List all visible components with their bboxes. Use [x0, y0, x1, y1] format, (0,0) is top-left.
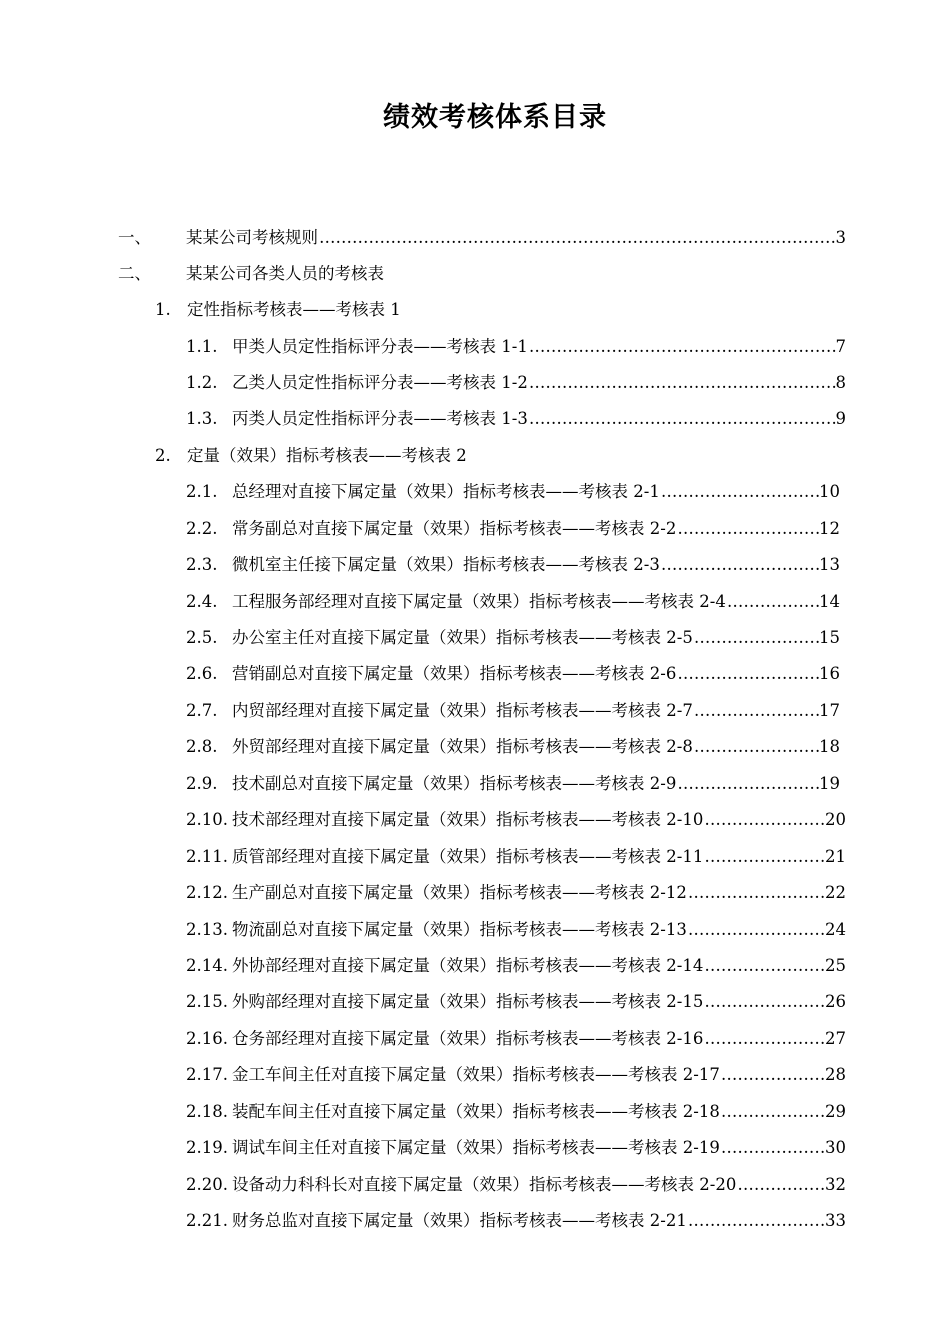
- toc-number: 2.4.: [186, 592, 218, 611]
- toc-page-number: 24: [825, 920, 846, 939]
- toc-entry-2-07[interactable]: [186, 698, 840, 724]
- toc-page-number: 25: [825, 956, 846, 975]
- toc-number: 2.20.: [186, 1175, 228, 1194]
- toc-page-number: 30: [825, 1138, 846, 1157]
- toc-label: 丙类人员定性指标评分表——考核表 1-3: [232, 409, 528, 428]
- toc-leader: [676, 661, 819, 687]
- toc-label: 内贸部经理对直接下属定量（效果）指标考核表——考核表 2-7: [232, 701, 693, 720]
- toc-leader: [703, 953, 825, 979]
- toc-entry-2-19[interactable]: [186, 1135, 846, 1161]
- toc-label: 工程服务部经理对直接下属定量（效果）指标考核表——考核表 2-4: [232, 592, 726, 611]
- toc-number: 一、: [118, 228, 151, 247]
- toc-entry-1-1[interactable]: [186, 334, 846, 360]
- toc-leader: [687, 880, 825, 906]
- toc-leader: [720, 1062, 825, 1088]
- toc-entry-2-14[interactable]: [186, 953, 846, 979]
- toc-page-number: 7: [835, 337, 846, 356]
- toc-leader: [703, 844, 825, 870]
- toc-label: 质管部经理对直接下属定量（效果）指标考核表——考核表 2-11: [232, 847, 704, 866]
- toc-number: 2.3.: [186, 555, 218, 574]
- toc-page-number: 33: [825, 1211, 846, 1230]
- toc-number: 2.21.: [186, 1211, 228, 1230]
- toc-entry-1[interactable]: [118, 225, 846, 251]
- toc-label: 外协部经理对直接下属定量（效果）指标考核表——考核表 2-14: [232, 956, 704, 975]
- toc-page-number: 20: [825, 810, 846, 829]
- toc-page-number: 12: [819, 519, 840, 538]
- toc-page-number: 32: [825, 1175, 846, 1194]
- toc-page-number: 22: [825, 883, 846, 902]
- toc-leader: [693, 625, 819, 651]
- toc-leader: [687, 917, 825, 943]
- toc-label: 财务总监对直接下属定量（效果）指标考核表——考核表 2-21: [232, 1211, 687, 1230]
- toc-number: 2.18.: [186, 1102, 228, 1121]
- toc-leader: [528, 370, 836, 396]
- toc-entry-1-3[interactable]: [186, 406, 846, 432]
- toc-number: 2.13.: [186, 920, 228, 939]
- toc-number: 2.12.: [186, 883, 228, 902]
- toc-label: 乙类人员定性指标评分表——考核表 1-2: [232, 373, 528, 392]
- toc-number: 2.15.: [186, 992, 228, 1011]
- toc-entry-2-13[interactable]: [186, 917, 846, 943]
- toc-label: 定量（效果）指标考核表——考核表 2: [187, 446, 467, 465]
- toc-label: 装配车间主任对直接下属定量（效果）指标考核表——考核表 2-18: [232, 1102, 720, 1121]
- toc-label: 设备动力科科长对直接下属定量（效果）指标考核表——考核表 2-20: [232, 1175, 737, 1194]
- toc-page-number: 21: [825, 847, 846, 866]
- toc-entry-2-11[interactable]: [186, 844, 846, 870]
- toc-number: 1.2.: [186, 373, 218, 392]
- toc-leader: [703, 1026, 825, 1052]
- toc-label: 仓务部经理对直接下属定量（效果）指标考核表——考核表 2-16: [232, 1029, 704, 1048]
- toc-page-number: 19: [819, 774, 840, 793]
- toc-label: 物流副总对直接下属定量（效果）指标考核表——考核表 2-13: [232, 920, 687, 939]
- toc-number: 2.: [155, 446, 171, 465]
- toc-entry-1-2[interactable]: [186, 370, 846, 396]
- toc-leader: [676, 516, 819, 542]
- toc-entry-2-03[interactable]: [186, 552, 840, 578]
- toc-leader: [720, 1099, 825, 1125]
- toc-leader: [693, 698, 819, 724]
- toc-page-number: 9: [835, 409, 846, 428]
- toc-label: 某某公司考核规则: [186, 228, 318, 247]
- toc-label: 外贸部经理对直接下属定量（效果）指标考核表——考核表 2-8: [232, 737, 693, 756]
- toc-page-number: 17: [819, 701, 840, 720]
- toc-label: 办公室主任对直接下属定量（效果）指标考核表——考核表 2-5: [232, 628, 693, 647]
- toc-leader: [528, 406, 836, 432]
- toc-number: 1.: [155, 300, 171, 319]
- toc-label: 营销副总对直接下属定量（效果）指标考核表——考核表 2-6: [232, 664, 677, 683]
- toc-label: 生产副总对直接下属定量（效果）指标考核表——考核表 2-12: [232, 883, 687, 902]
- toc-page-number: 10: [819, 482, 840, 501]
- toc-number: 2.14.: [186, 956, 228, 975]
- toc-page-number: 18: [819, 737, 840, 756]
- toc-page-number: 8: [835, 373, 846, 392]
- toc-leader: [318, 225, 836, 251]
- toc-entry-2-04[interactable]: [186, 589, 840, 615]
- page-title: 绩效考核体系目录: [383, 102, 607, 133]
- toc-page-number: 26: [825, 992, 846, 1011]
- toc-entry-2-01[interactable]: [186, 479, 840, 505]
- toc-page-number: 16: [819, 664, 840, 683]
- toc-leader: [726, 589, 819, 615]
- toc-leader: [736, 1172, 825, 1198]
- toc-number: 1.1.: [186, 337, 218, 356]
- toc-leader: [703, 989, 825, 1015]
- toc-page-number: 3: [835, 228, 846, 247]
- toc-entry-2-12[interactable]: [186, 880, 846, 906]
- toc-entry-2-06[interactable]: [186, 661, 840, 687]
- toc-page-number: 29: [825, 1102, 846, 1121]
- toc-entry-2[interactable]: [118, 261, 384, 287]
- toc-number: 2.2.: [186, 519, 218, 538]
- toc-label: 调试车间主任对直接下属定量（效果）指标考核表——考核表 2-19: [232, 1138, 720, 1157]
- toc-label: 常务副总对直接下属定量（效果）指标考核表——考核表 2-2: [232, 519, 677, 538]
- toc-number: 1.3.: [186, 409, 218, 428]
- toc-entry-2-05[interactable]: [186, 625, 840, 651]
- toc-leader: [660, 479, 819, 505]
- toc-number: 2.10.: [186, 810, 228, 829]
- toc-leader: [703, 807, 825, 833]
- toc-label: 总经理对直接下属定量（效果）指标考核表——考核表 2-1: [232, 482, 660, 501]
- toc-page-number: 13: [819, 555, 840, 574]
- toc-label: 技术部经理对直接下属定量（效果）指标考核表——考核表 2-10: [232, 810, 704, 829]
- toc-page-number: 15: [819, 628, 840, 647]
- toc-number: 2.6.: [186, 664, 218, 683]
- toc-leader: [687, 1208, 825, 1234]
- toc-label: 微机室主任接下属定量（效果）指标考核表——考核表 2-3: [232, 555, 660, 574]
- toc-entry-2-16[interactable]: [186, 1026, 846, 1052]
- toc-leader: [528, 334, 836, 360]
- toc-number: 2.11.: [186, 847, 228, 866]
- toc-entry-2-18[interactable]: [186, 1099, 846, 1125]
- toc-entry-2-20[interactable]: [186, 1172, 846, 1198]
- toc-entry-2-09[interactable]: [186, 771, 840, 797]
- toc-number: 2.9.: [186, 774, 218, 793]
- toc-leader: [720, 1135, 825, 1161]
- toc-entry-2-02[interactable]: [186, 516, 840, 542]
- toc-number: 2.17.: [186, 1065, 228, 1084]
- toc-number: 2.7.: [186, 701, 218, 720]
- toc-label: 甲类人员定性指标评分表——考核表 1-1: [232, 337, 528, 356]
- toc-page-number: 28: [825, 1065, 846, 1084]
- toc-number: 2.16.: [186, 1029, 228, 1048]
- toc-label: 金工车间主任对直接下属定量（效果）指标考核表——考核表 2-17: [232, 1065, 720, 1084]
- toc-leader: [660, 552, 819, 578]
- toc-number: 2.8.: [186, 737, 218, 756]
- toc-number: 二、: [118, 264, 151, 283]
- toc-leader: [676, 771, 819, 797]
- toc-number: 2.1.: [186, 482, 218, 501]
- toc-label: 技术副总对直接下属定量（效果）指标考核表——考核表 2-9: [232, 774, 677, 793]
- toc-entry-2-08[interactable]: [186, 734, 840, 760]
- toc-label: 定性指标考核表——考核表 1: [187, 300, 401, 319]
- toc-page-number: 14: [819, 592, 840, 611]
- toc-number: 2.5.: [186, 628, 218, 647]
- toc-leader: [693, 734, 819, 760]
- toc-number: 2.19.: [186, 1138, 228, 1157]
- toc-entry-2-10[interactable]: [186, 807, 846, 833]
- toc-entry-2-1[interactable]: [155, 297, 401, 323]
- toc-entry-2-2[interactable]: [155, 443, 467, 469]
- toc-page-number: 27: [825, 1029, 846, 1048]
- toc-entry-2-15[interactable]: [186, 989, 846, 1015]
- toc-entry-2-17[interactable]: [186, 1062, 846, 1088]
- toc-entry-2-21[interactable]: [186, 1208, 846, 1234]
- toc-label: 某某公司各类人员的考核表: [186, 264, 384, 283]
- toc-label: 外购部经理对直接下属定量（效果）指标考核表——考核表 2-15: [232, 992, 704, 1011]
